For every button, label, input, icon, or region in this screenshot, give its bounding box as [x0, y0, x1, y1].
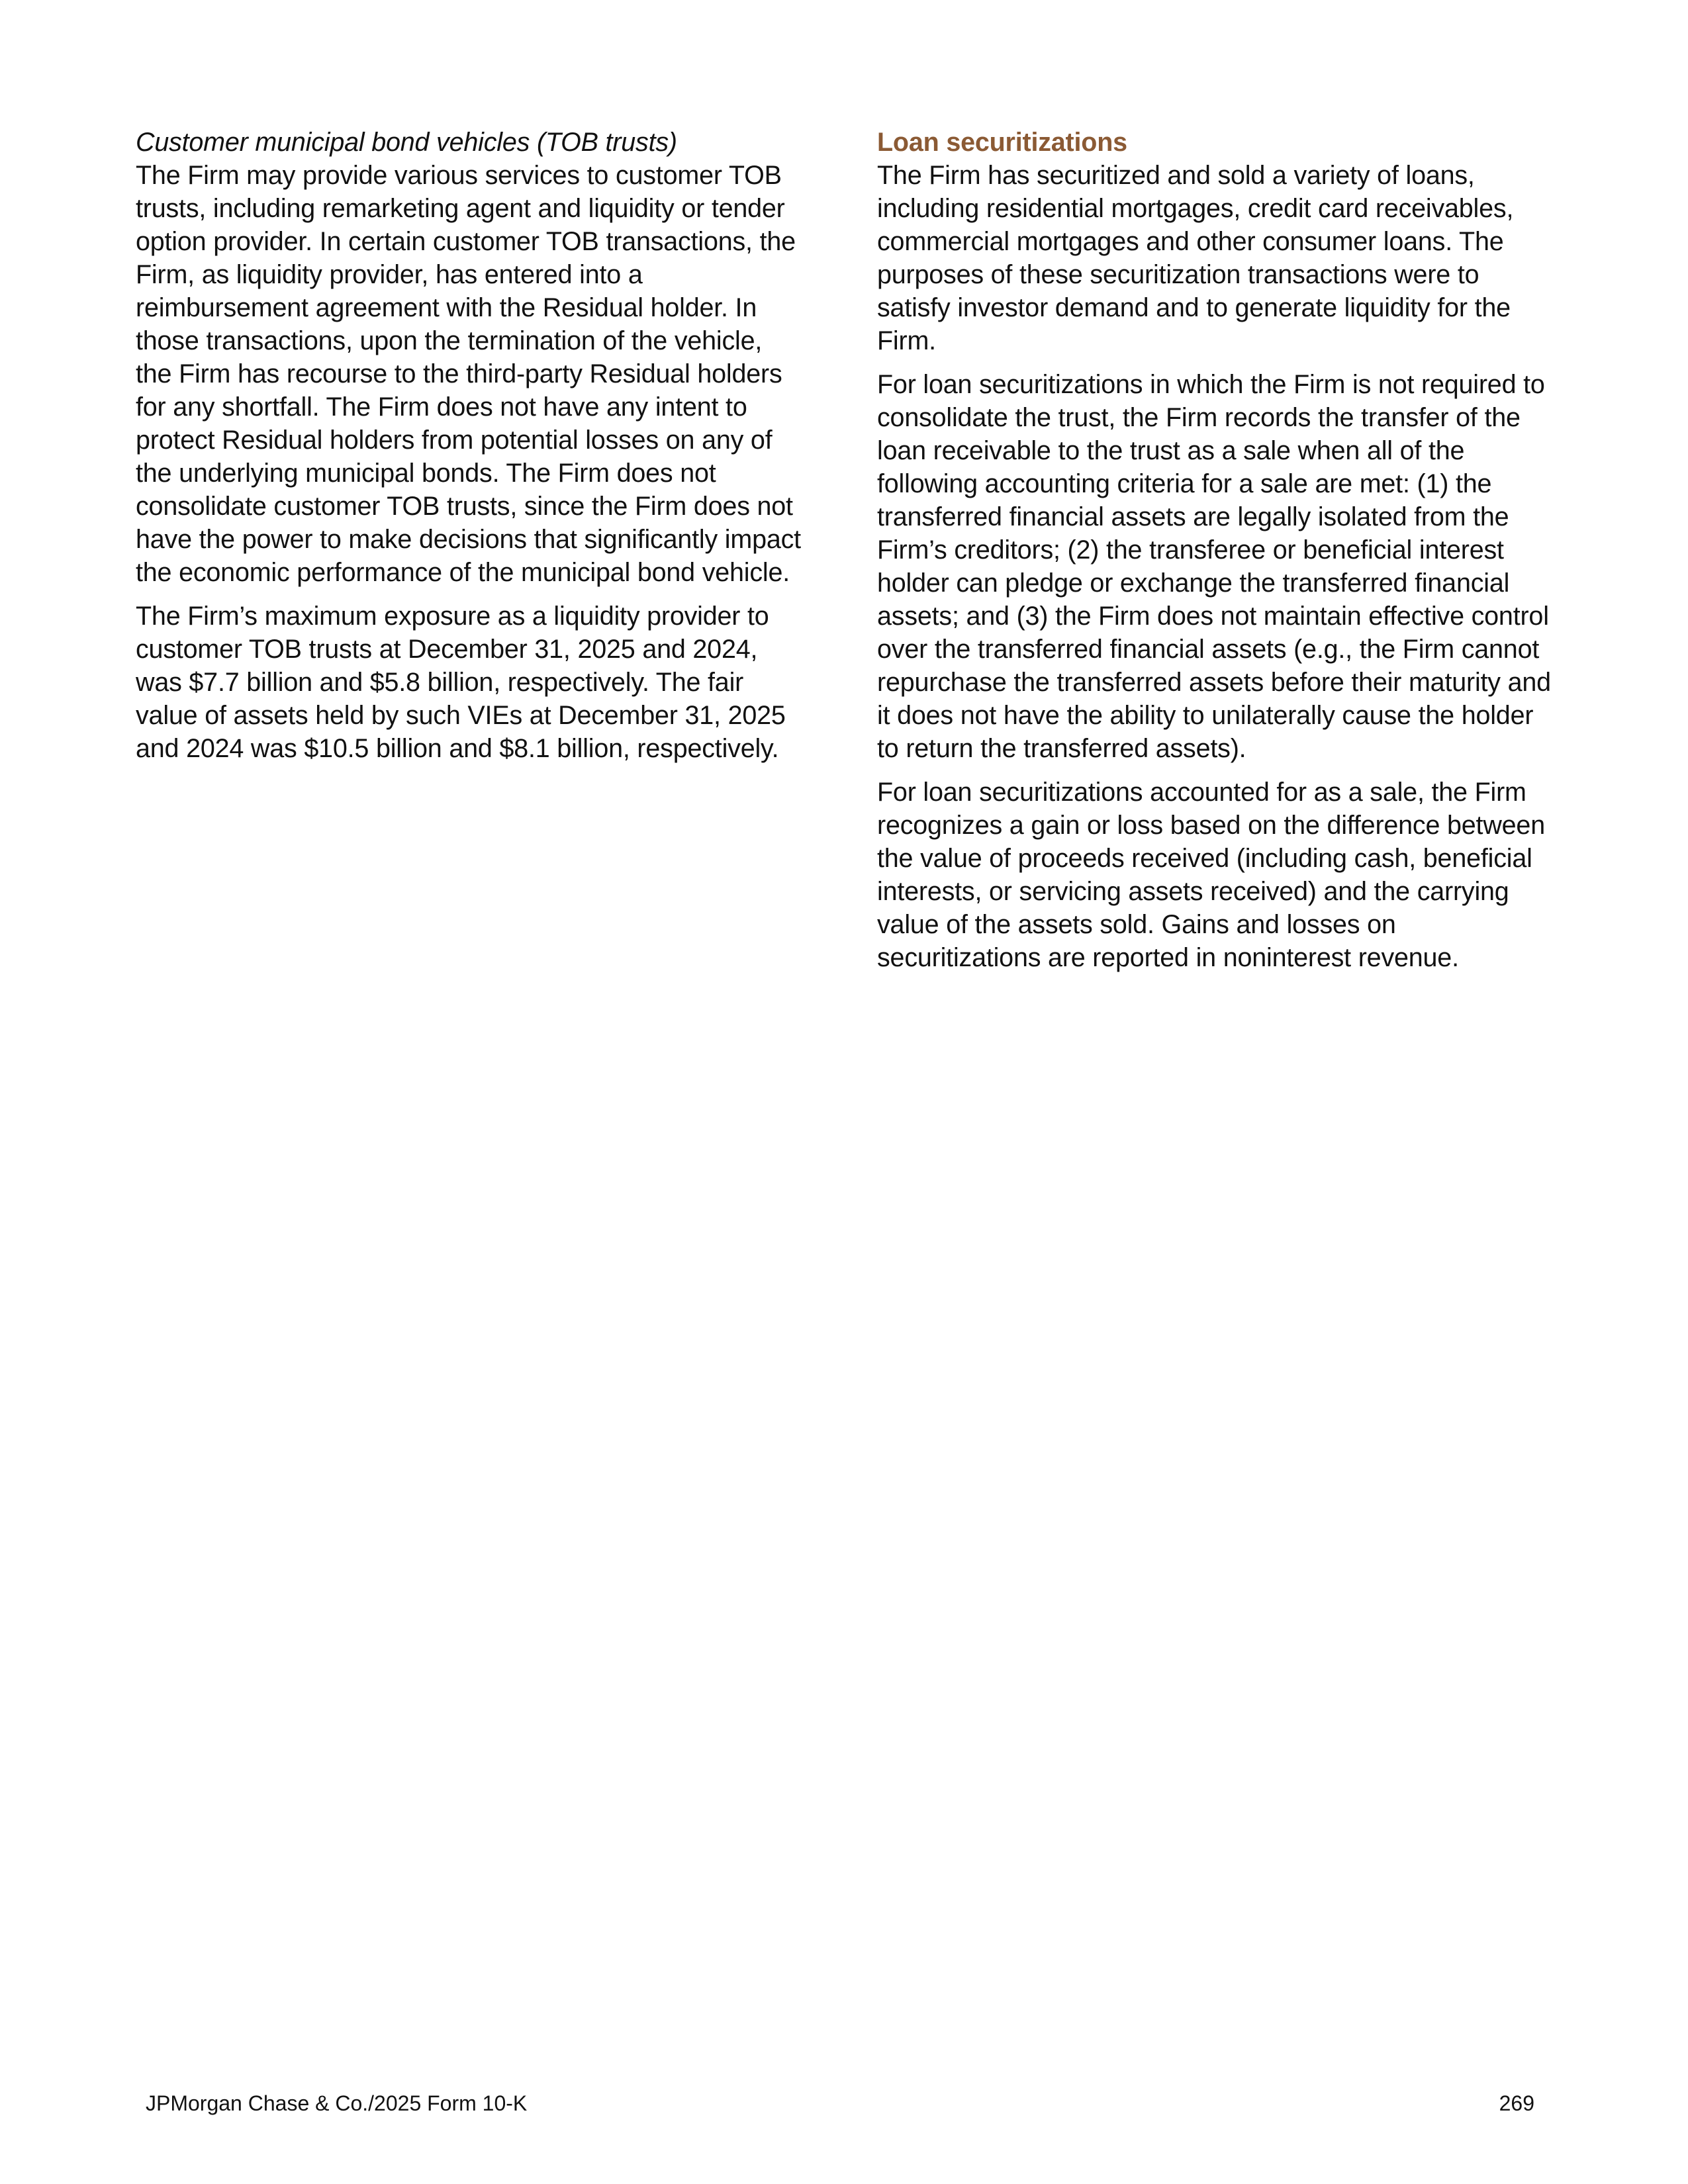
- footer-document-title: JPMorgan Chase & Co./2025 Form 10-K: [146, 2091, 528, 2115]
- footer-page-number: 269: [1499, 2091, 1534, 2115]
- tob-trusts-paragraph-2: The Firm’s maximum exposure as a liquidity provider to customer TOB trusts at December 31, 2025 and 2024, was $7.7 billion and $5.8 billion, respectively. The fair value of assets held by such VIEs at December 31, 2025 and 2024 was $10.5 billion and $8.1 billion, respectively.: [136, 602, 786, 763]
- tob-trusts-subheading: Customer municipal bond vehicles (TOB trusts): [136, 128, 677, 157]
- loan-securitizations-paragraph-2: For loan securitizations in which the Firm is not required to consolidate the trust, the Firm records the transfer of the loan receivable to the trust as a sale when all of the following accounting criteria for a sale are met: (1) the transferred financial assets are legally isolated from the Firm’s creditors; (2) the transferee or beneficial interest holder can pledge or exchange the transferred financial assets; and (3) the Firm does not maintain effective control over the transferred financial assets (e.g., the Firm cannot repurchase the transferred assets before their maturity and it does not have the ability to unilaterally cause the holder to return the transferred assets).: [877, 370, 1551, 763]
- loan-securitizations-paragraph-3: For loan securitizations accounted for as a sale, the Firm recognizes a gain or loss based on the difference between the value of proceeds received (including cash, beneficial interests, or servicing assets received) and the carrying value of the assets sold. Gains and losses on securitizations are reported in noninterest revenue.: [877, 778, 1545, 972]
- left-column: [136, 126, 804, 776]
- loan-securitizations-paragraph-1: The Firm has securitized and sold a variety of loans, including residential mortgages, credit card receivables, commercial mortgages and other consumer loans. The purposes of these securitization transactions were to satisfy investor demand and to generate liquidity for the Firm.: [877, 161, 1514, 355]
- loan-securitizations-heading: Loan securitizations: [877, 128, 1127, 157]
- right-column: [877, 126, 1552, 985]
- tob-trusts-paragraph-1: The Firm may provide various services to customer TOB trusts, including remarketing agent and liquidity or tender option provider. In certain customer TOB transactions, the Firm, as liquidity provider, has entered into a reimbursement agreement with the Residual holder. In those transactions, upon the termination of the vehicle, the Firm has recourse to the third-party Residual holders for any shortfall. The Firm does not have any intent to protect Residual holders from potential losses on any of the underlying municipal bonds. The Firm does not consolidate customer TOB trusts, since the Firm does not have the power to make decisions that significantly impact the economic performance of the municipal bond vehicle.: [136, 161, 801, 587]
